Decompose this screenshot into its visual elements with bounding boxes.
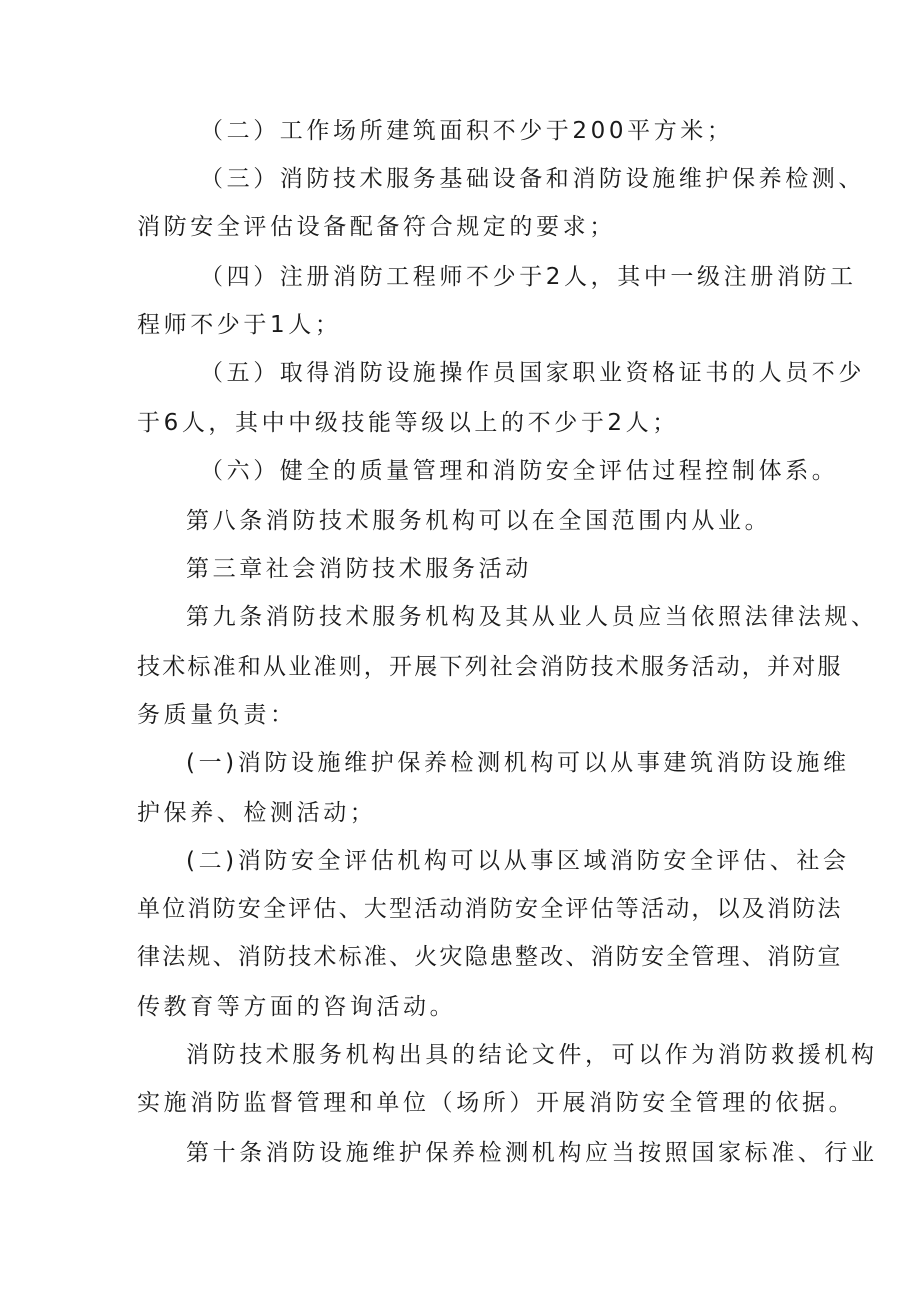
text-line: 第九条消防技术服务机构及其从业人员应当依照法律法规、 [186,604,878,630]
text-line: 第八条消防技术服务机构可以在全国范围内从业。 [186,508,772,534]
text-line: （二）工作场所建筑面积不少于200平方米； [200,118,734,144]
text-line: 第三章社会消防技术服务活动 [186,556,532,582]
text-line: 技术标准和从业准则，开展下列社会消防技术服务活动，并对服 [137,654,843,680]
text-line: (一)消防设施维护保养检测机构可以从事建筑消防设施维 [186,750,850,776]
text-line: (二)消防安全评估机构可以从事区域消防安全评估、社会 [186,848,850,874]
text-line: （五）取得消防设施操作员国家职业资格证书的人员不少 [200,360,865,386]
text-line: 程师不少于1人； [137,312,342,338]
text-line: 消防安全评估设备配备符合规定的要求； [137,214,616,240]
text-line: 护保养、检测活动； [137,800,377,826]
text-line: 实施消防监督管理和单位（场所）开展消防安全管理的依据。 [137,1090,856,1116]
text-line: 务质量负责： [137,702,297,728]
text-line: 传教育等方面的咨询活动。 [137,994,457,1020]
text-line: 第十条消防设施维护保养检测机构应当按照国家标准、行业 [186,1140,878,1166]
text-line: 律法规、消防技术标准、火灾隐患整改、消防安全管理、消防宣 [137,944,843,970]
text-line: （四）注册消防工程师不少于2人，其中一级注册消防工 [200,264,857,290]
text-line: 于6人，其中中级技能等级以上的不少于2人； [137,410,679,436]
text-line: 消防技术服务机构出具的结论文件，可以作为消防救援机构 [186,1042,878,1068]
text-line: 单位消防安全评估、大型活动消防安全评估等活动，以及消防法 [137,896,843,922]
text-line: （三）消防技术服务基础设备和消防设施维护保养检测、 [200,166,865,192]
text-line: （六）健全的质量管理和消防安全评估过程控制体系。 [200,458,839,484]
